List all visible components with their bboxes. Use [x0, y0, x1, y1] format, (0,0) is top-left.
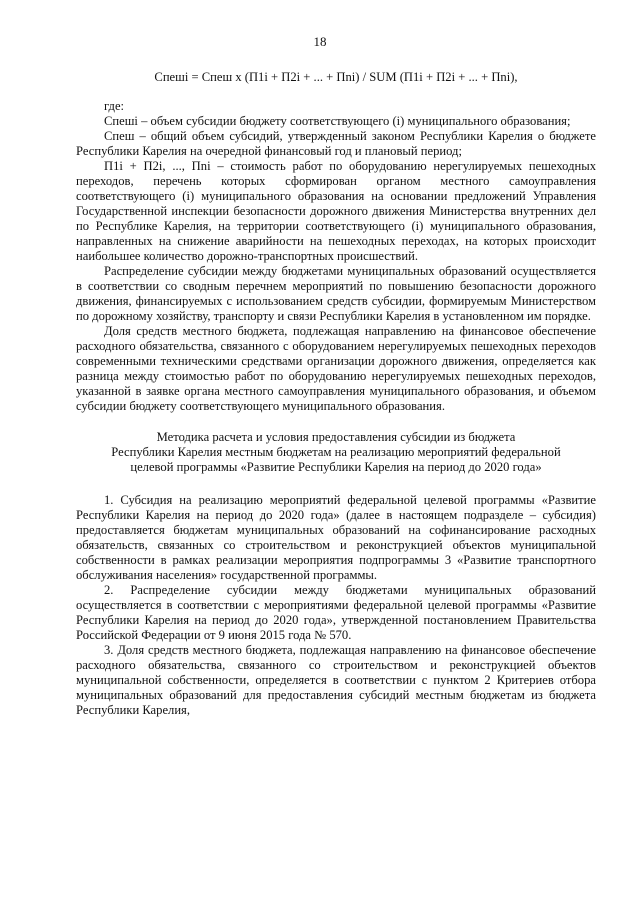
paragraph-definition-1: Спешi – объем субсидии бюджету соответствующего (i) муниципального образования;: [104, 114, 571, 128]
paragraph-item-2: 2. Распределение субсидии между бюджетами муниципальных образований осуществляется в соответствии с мероприятиями федеральной целевой программы «Развитие Республики Карелия на период до 2020 года», утвержденной постановлением Правительства Российской Федерации от 9 июня 2015 года № 570.: [76, 583, 596, 642]
paragraph-distribution: Распределение субсидии между бюджетами муниципальных образований осуществляется в соответствии со сводным перечнем мероприятий по повышению безопасности дорожного движения, финансируемых с использованием средств субсидии, формируемым Министерством по дорожному хозяйству, транспорту и связи Республики Карелия в установленном им порядке.: [76, 264, 596, 323]
document-body: [76, 70, 596, 718]
formula: Спеші = Спеш х (П1i + П2i + ... + Пni) / SUM (П1i + П2i + ... + Пni),: [154, 70, 518, 84]
heading-line-2: Республики Карелия местным бюджетам на реализацию мероприятий федеральной: [111, 445, 561, 459]
heading-line-3: целевой программы «Развитие Республики Карелия на период до 2020 года»: [130, 460, 542, 474]
paragraph-definition-2: Спеш – общий объем субсидий, утвержденный законом Республики Карелия о бюджете Республики Карелия на очередной финансовый год и плановый период;: [76, 129, 596, 158]
heading-line-1: Методика расчета и условия предоставления субсидии из бюджета: [156, 430, 516, 444]
paragraph-item-3: 3. Доля средств местного бюджета, подлежащая направлению на финансовое обеспечение расходного обязательства, связанного со строительством и реконструкцией объектов муниципальной собственности, определяется в соответствии с пунктом 2 Критериев отбора муниципальных образований для предоставления субсидий местным бюджетам из бюджета Республики Карелия,: [76, 643, 596, 717]
paragraph-local-share: Доля средств местного бюджета, подлежащая направлению на финансовое обеспечение расходного обязательства, связанного с оборудованием нерегулируемых пешеходных переходов современными техническими средствами организации дорожного движения, определяется как разница между стоимостью работ по оборудованию нерегулируемых пешеходных переходов, указанной в заявке органа местного самоуправления муниципального образования, и объемом субсидии бюджету соответствующего муниципального образования.: [76, 324, 596, 413]
section-heading: [76, 430, 596, 475]
paragraph-where: где:: [104, 99, 125, 113]
page-number: 18: [313, 34, 327, 49]
paragraph-item-1: 1. Субсидия на реализацию мероприятий федеральной целевой программы «Развитие Республики Карелия на период до 2020 года» (далее в настоящем подразделе – субсидия) предоставляется бюджетам муниципальных образований на софинансирование расходных обязательств, связанных со строительством и реконструкцией объектов муниципальной собственности в рамках реализации мероприятия подпрограммы 3 «Развитие транспортного обслуживания населения» государственной программы.: [76, 493, 596, 582]
paragraph-definition-3: П1i + П2i, ..., Пni – стоимость работ по оборудованию нерегулируемых пешеходных переходов, перечень которых сформирован органом местного самоуправления соответствующего (i) муниципального образования на основании предложений Управления Государственной инспекции безопасности дорожного движения Министерства внутренних дел по Республике Карелия, на территории соответствующего (i) муниципального образования, направленных на снижение аварийности на пешеходных переходах, на которых происходит наибольшее количество дорожно-транспортных происшествий.: [76, 159, 596, 263]
